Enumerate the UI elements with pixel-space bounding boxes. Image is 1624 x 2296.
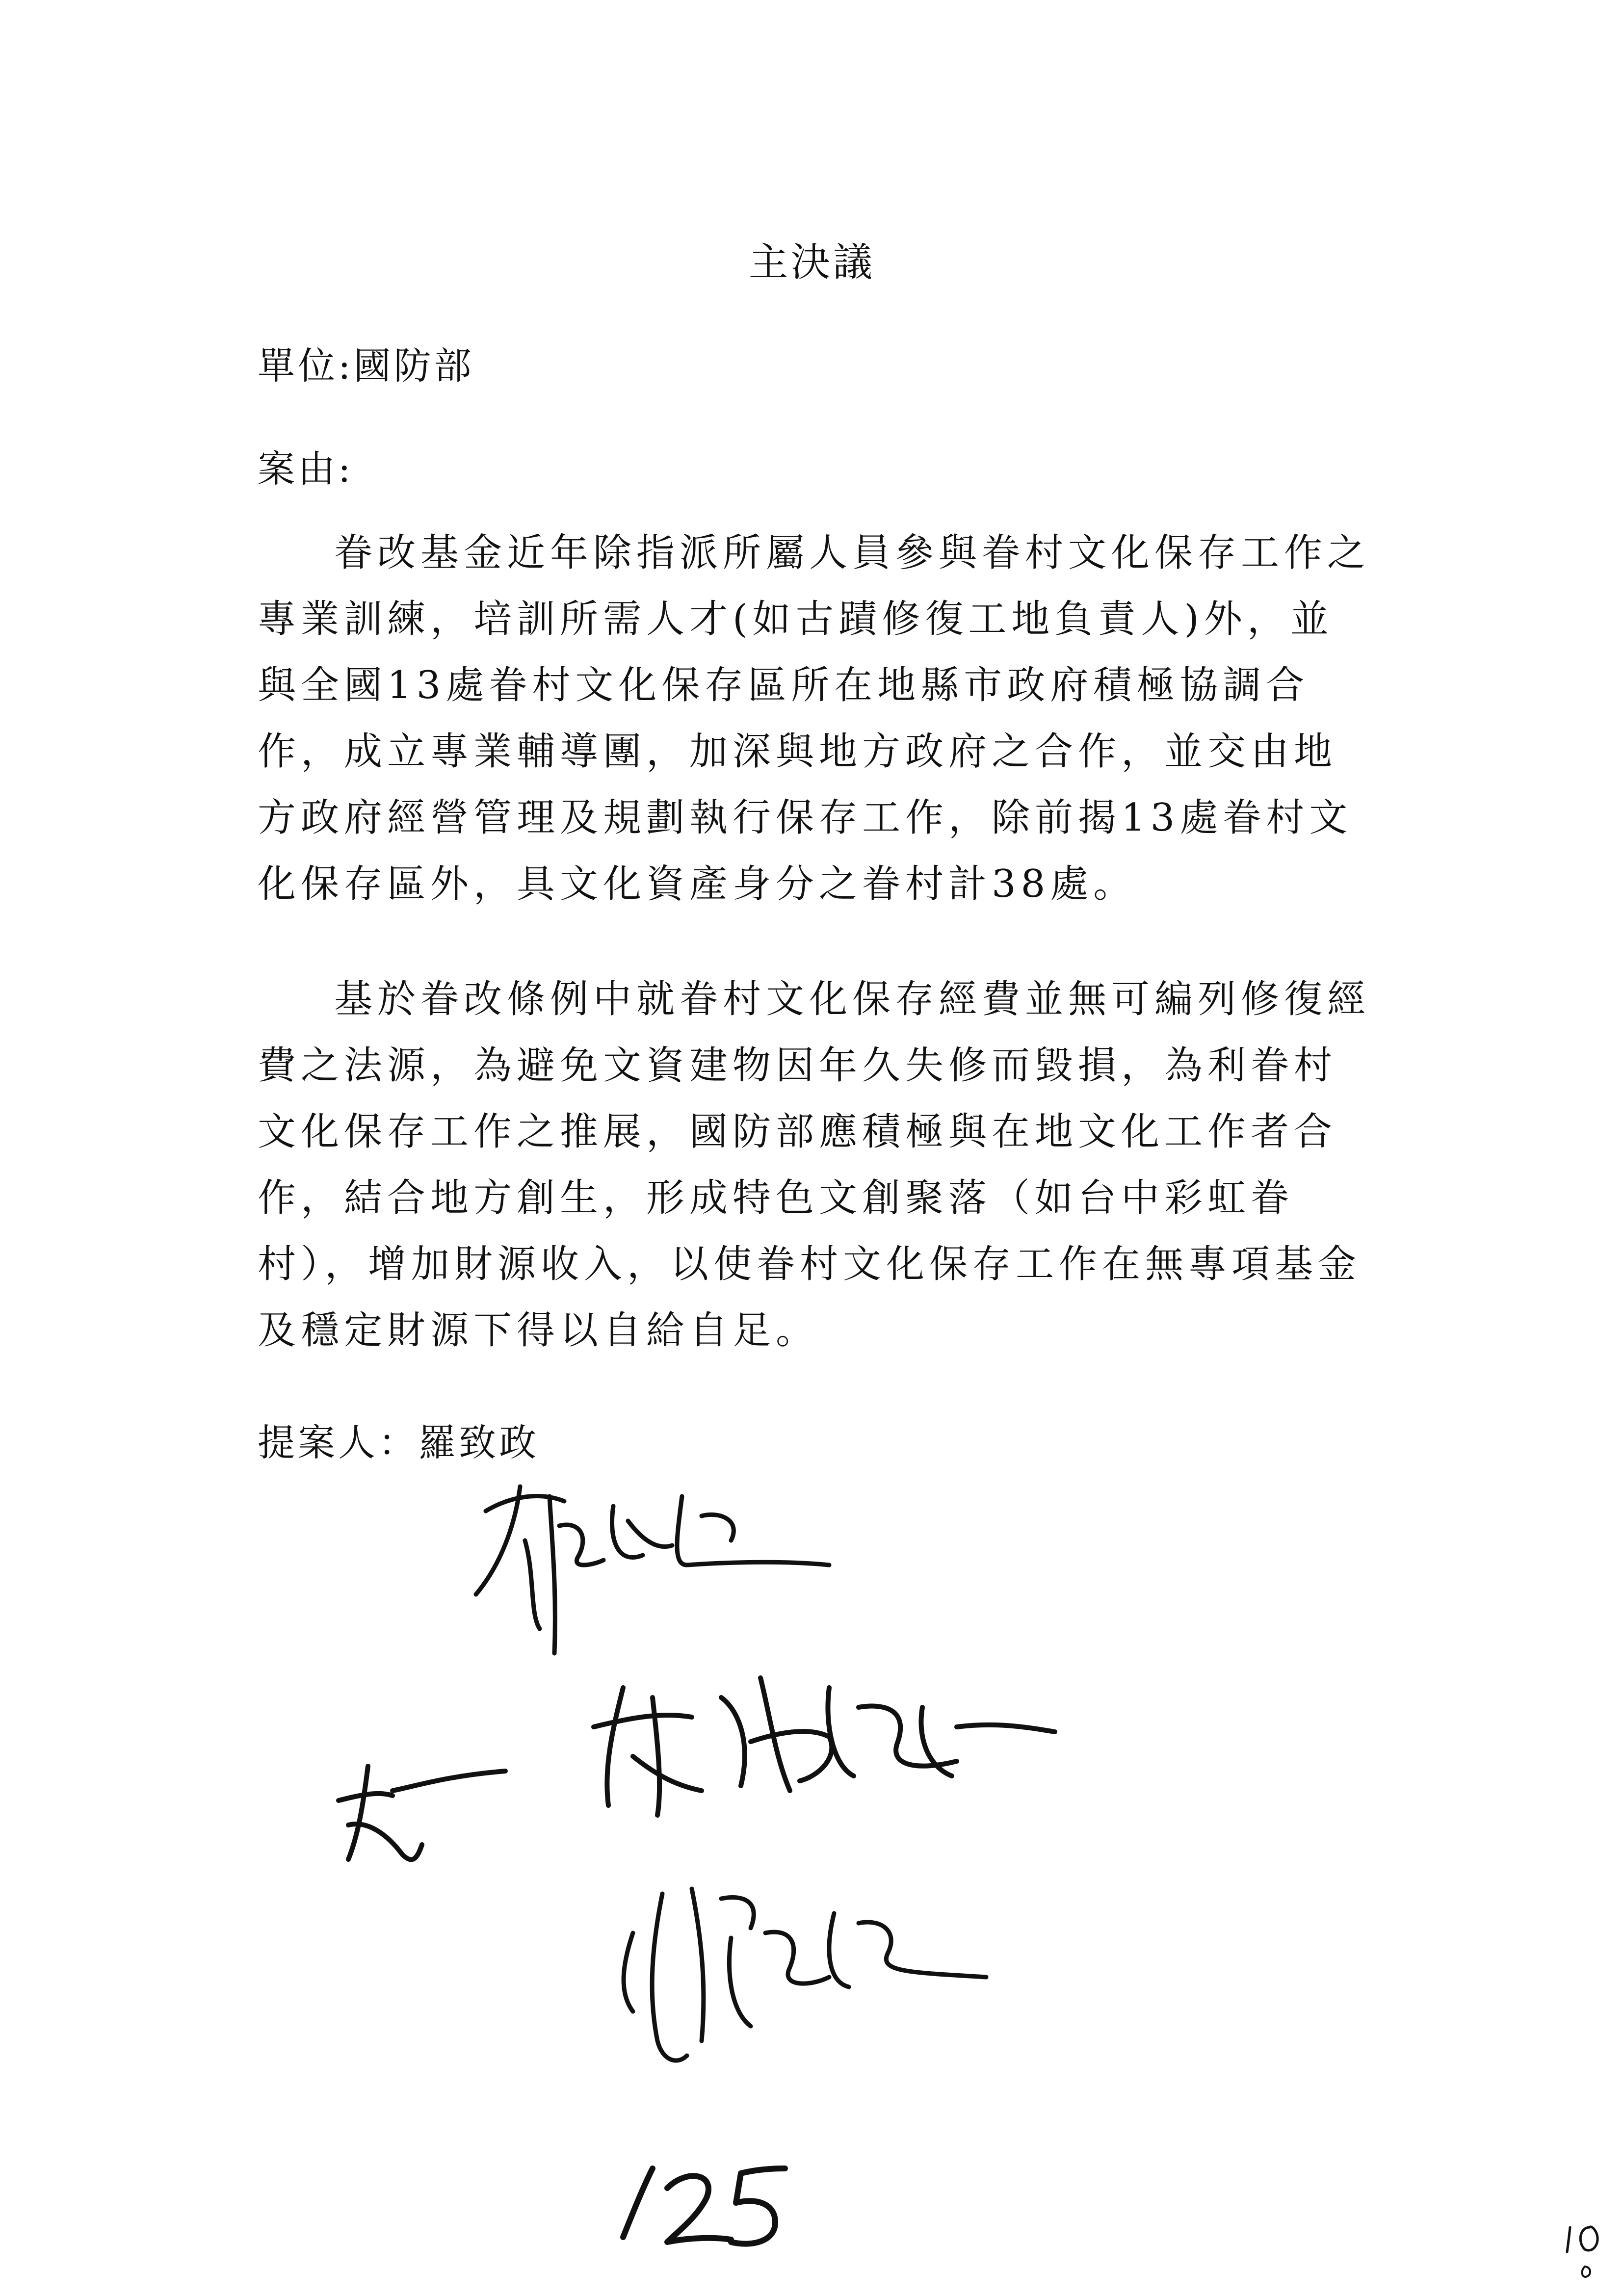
handwritten-page-number (608, 2149, 795, 2262)
reason-label: 案由: (258, 447, 354, 491)
reason-paragraph-2: 基於眷改條例中就眷村文化保存經費並無可編列修復經費之法源，為避免文資建物因年久失修而毀損，為利眷村文化保存工作之推展，國防部應積極與在地文化工作者合作，結合地方創生，形成特色文創聚落（如台中彩虹眷村），增加財源收入，以使眷村文化保存工作在無專項基金及穩定財源下得以自給自足。 (258, 977, 1371, 1353)
reason-paragraph-1: 眷改基金近年除指派所屬人員參與眷村文化保存工作之專業訓練，培訓所需人才(如古蹟修復工地負責人)外，並與全國13處眷村文化保存區所在地縣市政府積極協調合作，成立專業輔導團，加深與地方政府之合作，並交由地方政府經營管理及規劃執行保存工作，除前揭13處眷村文化保存區外，具文化資產身分之眷村計38處。 (258, 531, 1371, 906)
proposer-line: 提案人：羅致政 (258, 1421, 539, 1464)
handwritten-signature-2 (319, 1629, 1074, 1884)
handwritten-signature-3 (603, 1864, 996, 2085)
document-title: 主決議 (749, 239, 875, 285)
unit-line: 單位:國防部 (258, 344, 474, 388)
margin-note (1555, 2218, 1614, 2286)
